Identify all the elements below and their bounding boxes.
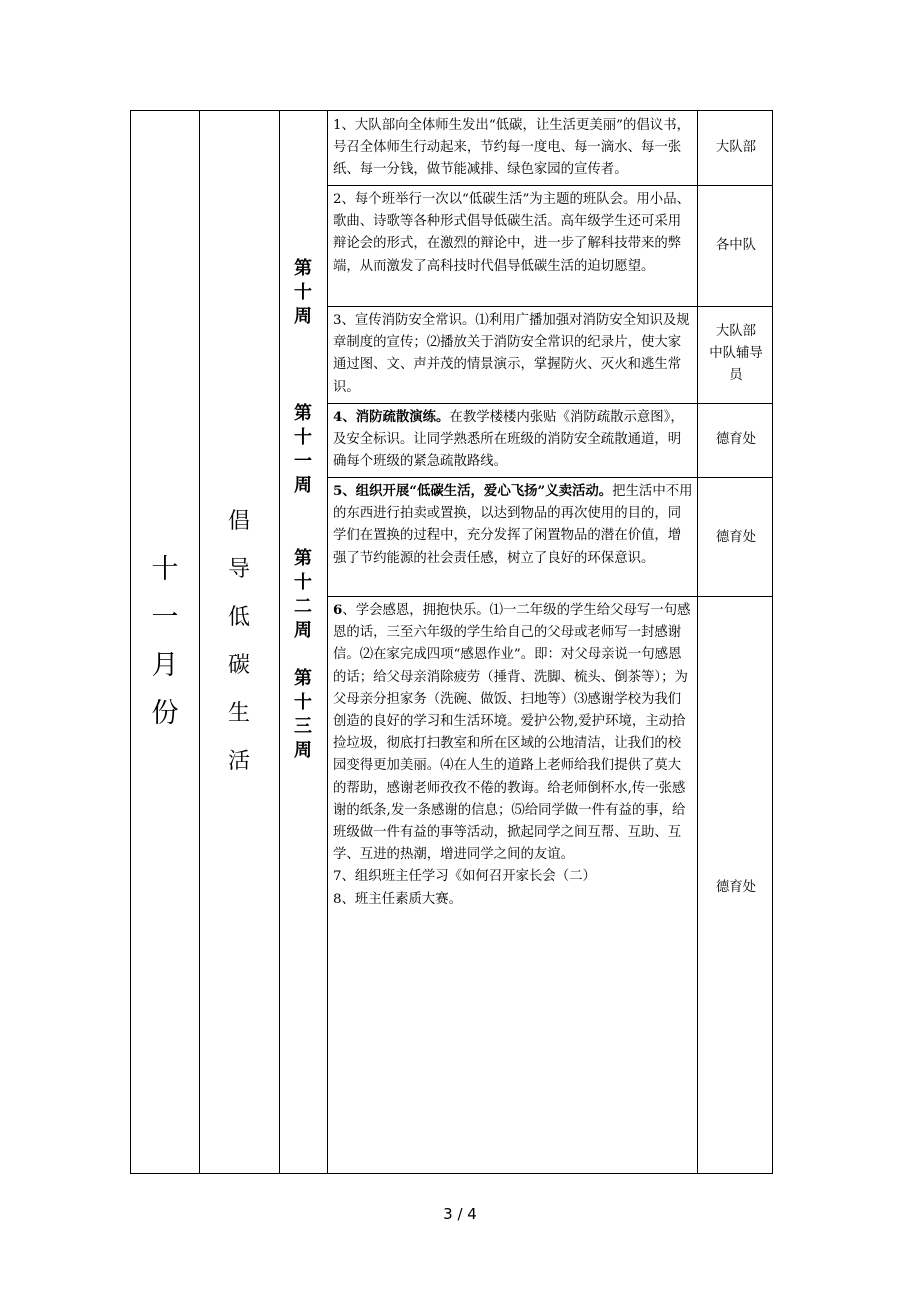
activity-text: 、学会感恩，拥抱快乐。⑴一二年级的学生给父母写一句感恩的话，三至六年级的学生给自己的父母或老师写一封感谢信。⑵在家完成四项“感恩作业”。即：对父母亲说一句感恩的话；给父母亲消除疲劳（捶背、洗脚、梳头、倒茶等）；为父母亲分担家务（洗碗、做饭、扫地等）⑶感谢学校为我们创造的良好的学习和生活环境。爱护公物,爱护环境，主动拾捡垃圾，彻底打扫教室和所在区域的公地清洁，让我们的校园变得更加美丽。⑷在人生的道路上老师给我们提供了莫大的帮助，感谢老师孜孜不倦的教诲。给老师倒杯水,传一张感谢的纸条,发一条感谢的信息；⑸给同学做一件有益的事，给班级做一件有益的事等活动，掀起同学之间互帮、互助、互学、互进的热潮，增进同学之间的友谊。 (333, 603, 691, 863)
responsible-text: 中队辅导 (709, 346, 763, 361)
responsible-text: 大队部 (715, 324, 757, 339)
responsible-text: 德育处 (715, 530, 757, 545)
responsible-cell (698, 137, 774, 159)
column-divider (697, 111, 698, 1173)
activity-text: 2、每个班举行一次以“低碳生活”为主题的班队会。用小品、歌曲、诗歌等各种形式倡导低碳生活。高年级学生还可采用辩论会的形式，在激烈的辩论中，进一步了解科技带来的弊端，从而激发了高科技时代倡导低碳生活的迫切愿望。 (333, 192, 690, 274)
week-label (279, 402, 327, 498)
week-char: 第 (294, 403, 312, 424)
theme-char: 碳 (227, 653, 250, 678)
week-char: 一 (294, 451, 312, 472)
responsible-text: 德育处 (715, 880, 757, 895)
theme-char: 低 (227, 605, 250, 630)
week-label (279, 547, 327, 643)
activity-text: 1、大队部向全体师生发出“低碳，让生活更美丽”的倡议书，号召全体师生行动起来，节约每一度电、每一滴水、每一张纸、每一分钱，做节能减排、绿色家园的宣传者。 (333, 118, 690, 178)
activity-cell (333, 599, 693, 911)
activity-title: 4、消防疏散演练。 (333, 409, 450, 425)
month-char: 月 (151, 650, 179, 681)
responsible-cell (698, 235, 774, 257)
week-char: 十 (294, 427, 312, 448)
week-char: 周 (294, 740, 312, 761)
theme-char: 导 (227, 557, 250, 582)
week-char: 第 (294, 258, 312, 279)
week-char: 十 (294, 692, 312, 713)
month-cell (131, 111, 199, 1173)
plan-table (130, 110, 773, 1174)
month-char: 一 (151, 602, 179, 633)
responsible-text: 大队部 (715, 140, 757, 155)
row-divider (327, 477, 772, 478)
week-char: 十 (294, 572, 312, 593)
week-char: 第 (294, 548, 312, 569)
week-label (279, 667, 327, 763)
activity-cell (333, 114, 693, 182)
activity-cell (333, 406, 693, 474)
activity-cell (333, 309, 693, 399)
responsible-text: 德育处 (715, 432, 757, 447)
responsible-text: 各中队 (715, 238, 757, 253)
week-char: 二 (294, 596, 312, 617)
responsible-text: 员 (729, 368, 743, 383)
month-char: 十 (151, 554, 179, 585)
activity-title: 5、组织开展“低碳生活，爱心飞扬”义卖活动。 (333, 483, 613, 499)
week-label (279, 257, 327, 329)
activity-item: 8、班主任素质大赛。 (333, 891, 463, 907)
theme-char: 倡 (227, 509, 250, 534)
row-divider (327, 185, 772, 186)
weeks-cell (279, 111, 327, 1173)
row-divider (327, 596, 772, 597)
row-divider (327, 403, 772, 404)
week-char: 周 (294, 475, 312, 496)
theme-cell (199, 111, 279, 1173)
page-number: 3 / 4 (443, 1205, 477, 1223)
activity-text: 3、宣传消防安全常识。⑴利用广播加强对消防安全知识及规章制度的宣传；⑵播放关于消防安全常识的纪录片，使大家通过图、文、声并茂的情景演示，掌握防火、灭火和逃生常识。 (333, 313, 690, 395)
responsible-cell (698, 527, 774, 549)
week-char: 第 (294, 668, 312, 689)
week-char: 周 (294, 306, 312, 327)
theme-char: 活 (227, 749, 250, 774)
responsible-cell (698, 877, 774, 899)
activity-item: 7、组织班主任学习《如何召开家长会（二） (333, 869, 596, 885)
week-char: 十 (294, 282, 312, 303)
theme-char: 生 (227, 701, 250, 726)
column-divider (327, 111, 328, 1173)
responsible-cell (698, 429, 774, 451)
activity-cell (333, 480, 693, 570)
week-char: 三 (294, 716, 312, 737)
row-divider (327, 306, 772, 307)
activity-text: 把生活中不用的东西进行拍卖或置换，以达到物品的再次使用的目的，同学们在置换的过程中，充分发挥了闲置物品的潜在价值，增强了节约能源的社会责任感，树立了良好的环保意识。 (333, 484, 693, 566)
responsible-cell (698, 321, 774, 387)
week-char: 周 (294, 620, 312, 641)
activity-title: 6 (333, 602, 343, 618)
activity-cell (333, 188, 693, 278)
month-char: 份 (151, 698, 179, 729)
activity-text: 在教学楼楼内张贴《消防疏散示意图》，及安全标识。让同学熟悉所在班级的消防安全疏散通道，明确每个班级的紧急疏散路线。 (333, 410, 684, 470)
